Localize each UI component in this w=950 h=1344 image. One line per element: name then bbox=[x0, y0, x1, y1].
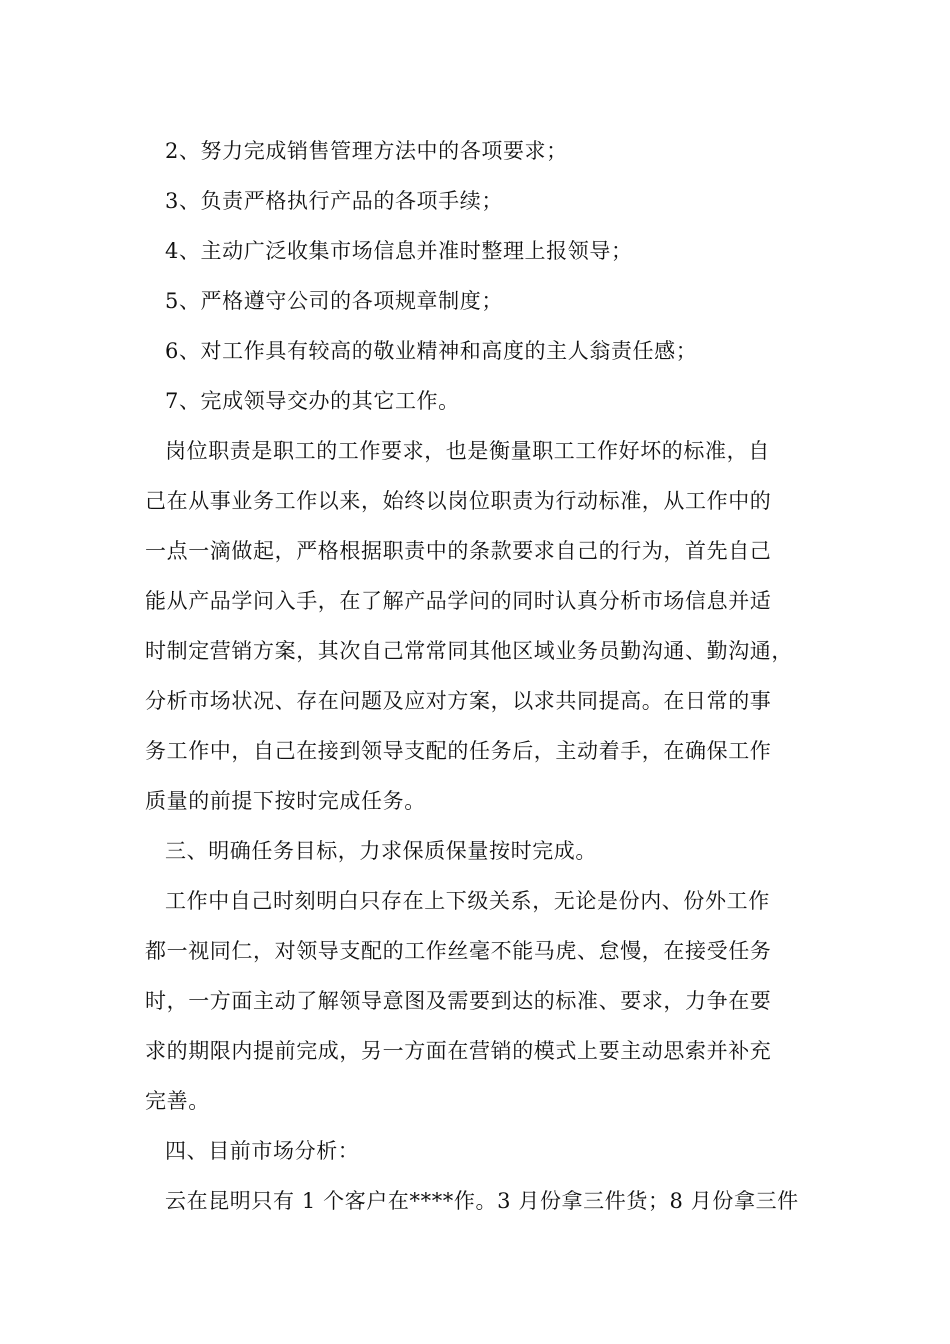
paragraph-line: 时制定营销方案，其次自己常常同其他区域业务员勤沟通、勤沟通， bbox=[145, 639, 793, 663]
list-item-2: 2、努力完成销售管理方法中的各项要求； bbox=[165, 139, 568, 163]
paragraph-line: 务工作中，自己在接到领导支配的任务后，主动着手，在确保工作 bbox=[145, 739, 772, 763]
paragraph-line: 工作中自己时刻明白只存在上下级关系，无论是份内、份外工作 bbox=[165, 889, 770, 913]
paragraph-line: 都一视同仁，对领导支配的工作丝毫不能马虎、怠慢，在接受任务 bbox=[145, 939, 772, 963]
section-heading-4: 四、目前市场分析： bbox=[165, 1139, 360, 1163]
paragraph-line: 己在从事业务工作以来，始终以岗位职责为行动标准，从工作中的 bbox=[145, 489, 772, 513]
paragraph-line: 质量的前提下按时完成任务。 bbox=[145, 789, 426, 813]
paragraph-line: 能从产品学问入手，在了解产品学问的同时认真分析市场信息并适 bbox=[145, 589, 772, 613]
paragraph-line: 分析市场状况、存在问题及应对方案，以求共同提高。在日常的事 bbox=[145, 689, 772, 713]
list-item-3: 3、负责严格执行产品的各项手续； bbox=[165, 189, 503, 213]
list-item-7: 7、完成领导交办的其它工作。 bbox=[165, 389, 460, 413]
paragraph-line: 求的期限内提前完成，另一方面在营销的模式上要主动思索并补充 bbox=[145, 1039, 772, 1063]
paragraph-line: 时，一方面主动了解领导意图及需要到达的标准、要求，力争在要 bbox=[145, 989, 772, 1013]
list-item-5: 5、严格遵守公司的各项规章制度； bbox=[165, 289, 503, 313]
paragraph-line: 云在昆明只有 1 个客户在****作。3 月份拿三件货；8 月份拿三件 bbox=[165, 1189, 799, 1213]
paragraph-line: 岗位职责是职工的工作要求，也是衡量职工工作好坏的标准，自 bbox=[165, 439, 770, 463]
list-item-4: 4、主动广泛收集市场信息并准时整理上报领导； bbox=[165, 239, 633, 263]
list-item-6: 6、对工作具有较高的敬业精神和高度的主人翁责任感； bbox=[165, 339, 698, 363]
section-heading-3: 三、明确任务目标，力求保质保量按时完成。 bbox=[165, 839, 597, 863]
paragraph-line: 完善。 bbox=[145, 1089, 210, 1113]
paragraph-line: 一点一滴做起，严格根据职责中的条款要求自己的行为，首先自己 bbox=[145, 539, 772, 563]
